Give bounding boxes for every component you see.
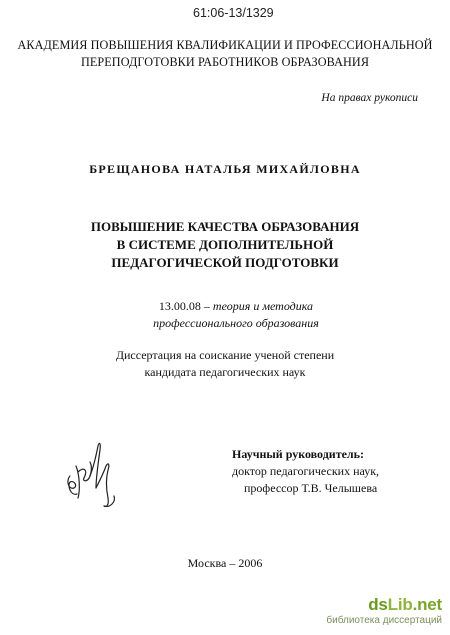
- academy-line-2: ПЕРЕПОДГОТОВКИ РАБОТНИКОВ ОБРАЗОВАНИЯ: [80, 55, 370, 69]
- logo-net: .net: [412, 595, 442, 614]
- scientific-advisor: [232, 446, 379, 497]
- author-name: БРЕЩАНОВА НАТАЛЬЯ МИХАЙЛОВНА: [89, 162, 361, 176]
- title-line-1: ПОВЫШЕНИЕ КАЧЕСТВА ОБРАЗОВАНИЯ: [90, 219, 360, 234]
- specialty-dash: –: [200, 299, 213, 313]
- specialty-name-1: теория и методика: [212, 299, 314, 313]
- manuscript-rights-note: На правах рукописи: [321, 92, 418, 104]
- degree-line-2: кандидата педагогических наук: [144, 365, 306, 379]
- title-line-3: ПЕДАГОГИЧЕСКОЙ ПОДГОТОВКИ: [111, 255, 339, 270]
- academy-name: [0, 37, 450, 71]
- advisor-label: Научный руководитель:: [232, 447, 364, 461]
- dslib-watermark: [322, 596, 442, 627]
- title-line-2: В СИСТЕМЕ ДОПОЛНИТЕЛЬНОЙ: [116, 237, 334, 252]
- city-and-year: Москва – 2006: [187, 556, 263, 570]
- advisor-degree: доктор педагогических наук,: [232, 464, 380, 478]
- specialty-code: 13.00.08: [158, 299, 201, 313]
- dissertation-title: [0, 218, 450, 272]
- specialty: [126, 298, 346, 332]
- logo-ds: ds: [368, 595, 388, 614]
- specialty-name-2: профессионального образования: [153, 316, 319, 330]
- advisor-name: профессор Т.В. Челышева: [244, 481, 378, 495]
- degree-line-1: Диссертация на соискание ученой степени: [115, 348, 335, 362]
- watermark-subtitle: библиотека диссертаций: [326, 615, 442, 626]
- dslib-logo: [322, 596, 442, 614]
- logo-lib: Lib: [387, 595, 413, 614]
- handwritten-signature: [62, 436, 132, 516]
- academy-line-1: АКАДЕМИЯ ПОВЫШЕНИЯ КВАЛИФИКАЦИИ И ПРОФЕССИОНАЛЬНОЙ: [17, 38, 433, 52]
- degree-statement: [0, 347, 450, 381]
- archive-code-stamp: 61:06-13/1329: [193, 6, 274, 20]
